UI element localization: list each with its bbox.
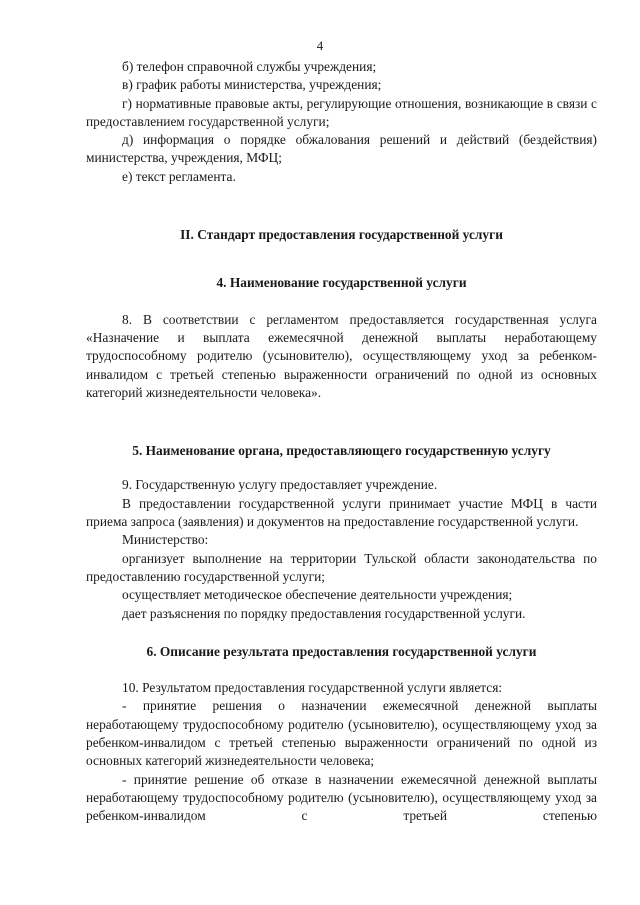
paragraph-ministry-explains: дает разъяснения по порядку предоставления государственной услуги.: [122, 605, 526, 621]
paragraph-ministry-label: Министерство:: [122, 532, 209, 548]
intro-item-b: б) телефон справочной службы учреждения;: [122, 59, 377, 74]
subsection-6-title: 6. Описание результата предоставления государственной услуги: [146, 643, 537, 659]
paragraph-9: 9. Государственную услугу предоставляет учреждение.: [122, 477, 438, 493]
paragraph-ministry-methodical: осуществляет методическое обеспечение деятельности учреждения;: [122, 587, 513, 603]
intro-item-e: е) текст регламента.: [122, 168, 236, 184]
page-content: [86, 58, 597, 826]
paragraph-result-refusal: - принятие решение об отказе в назначении ежемесячной денежной выплаты неработающему трудоспособному родителю (усыновителю), осуществляющему уход за ребенком-инвалидом с третьей степенью: [86, 771, 597, 824]
intro-item-g: г) нормативные правовые акты, регулирующие отношения, возникающие в связи с предоставлением государственной услуги;: [86, 95, 597, 129]
paragraph-8: 8. В соответствии с регламентом предоставляется государственная услуга «Назначение и выплата ежемесячной денежной выплаты неработающему трудоспособному родителю (усыновителю), осуществляющему уход за ребенком-инвалидом с третьей степенью выраженности ограничений по одной из основных категорий жизнедеятельности человека».: [86, 311, 597, 400]
section-2-title: II. Стандарт предоставления государственной услуги: [180, 227, 503, 243]
intro-item-d: д) информация о порядке обжалования решений и действий (бездействия) министерства, учреждения, МФЦ;: [86, 132, 597, 166]
paragraph-result-approval: - принятие решения о назначении ежемесячной денежной выплаты неработающему трудоспособному родителю (усыновителю), осуществляющему уход за ребенком-инвалидом с третьей степенью выраженности ограничений по одной из основных категорий жизнедеятельности человека;: [86, 698, 597, 769]
paragraph-mfc-participation: В предоставлении государственной услуги принимает участие МФЦ в части приема запроса (заявления) и документов на предоставление государственной услуги.: [86, 495, 597, 530]
subsection-4-title: 4. Наименование государственной услуги: [216, 275, 467, 291]
intro-item-v: в) график работы министерства, учреждения;: [122, 77, 382, 93]
paragraph-ministry-organizes: организует выполнение на территории Тульской области законодательства по предоставлению государственной услуги;: [86, 550, 597, 584]
page-number: 4: [316, 38, 324, 53]
paragraph-10: 10. Результатом предоставления государственной услуги является:: [122, 680, 503, 696]
subsection-5-title: 5. Наименование органа, предоставляющего государственную услугу: [132, 443, 551, 459]
